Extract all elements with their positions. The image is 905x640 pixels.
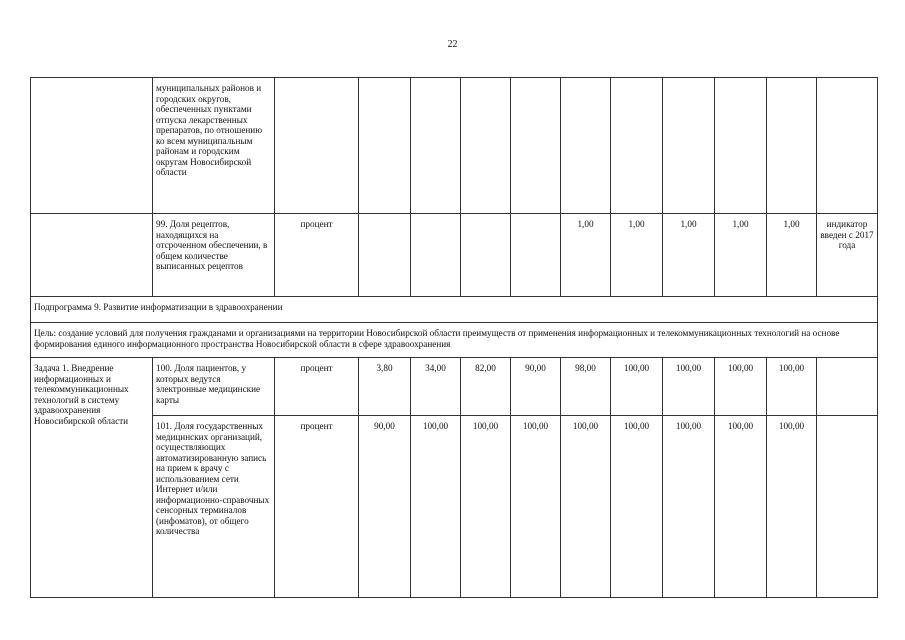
task-cell: [31, 214, 153, 297]
value-cell: [411, 214, 461, 297]
value-cell: 100,00: [511, 416, 561, 598]
indicator-cell: 99. Доля рецептов, находящихся на отсроченном обеспечении, в общем количестве выписанных рецептов: [153, 214, 275, 297]
value-cell: [511, 214, 561, 297]
value-cell: 100,00: [411, 416, 461, 598]
note-cell: [817, 416, 878, 598]
table-row: [31, 416, 878, 598]
goal-text: Цель: создание условий для получения гражданами и организациями на территории Новосибирской области преимуществ от применения информационных и телекоммуникационных технологий на основе формирования единого информационного пространства Новосибирской области в сфере здравоохранения: [31, 323, 878, 358]
unit-cell: процент: [275, 416, 359, 598]
subprogram-title: Подпрограмма 9. Развитие информатизации в здравоохранении: [31, 297, 878, 323]
value-cell: 100,00: [663, 416, 715, 598]
value-cell: [561, 78, 611, 214]
value-cell: 100,00: [715, 358, 767, 416]
value-cell: [767, 78, 817, 214]
indicator-cell: 100. Доля пациентов, у которых ведутся электронные медицинские карты: [153, 358, 275, 416]
value-cell: [663, 78, 715, 214]
value-cell: 100,00: [767, 358, 817, 416]
value-cell: [611, 78, 663, 214]
subprogram-row: [31, 297, 878, 323]
value-cell: 100,00: [561, 416, 611, 598]
task-cell: [31, 78, 153, 214]
indicator-table: [30, 77, 878, 598]
value-cell: 82,00: [461, 358, 511, 416]
value-cell: 1,00: [663, 214, 715, 297]
page-number: 22: [447, 39, 458, 50]
unit-cell: процент: [275, 358, 359, 416]
note-cell: [817, 358, 878, 416]
table-row: [31, 78, 878, 214]
note-cell: индикатор введен с 2017 года: [817, 214, 878, 297]
value-cell: 1,00: [715, 214, 767, 297]
value-cell: 100,00: [715, 416, 767, 598]
value-cell: 100,00: [611, 358, 663, 416]
value-cell: [461, 78, 511, 214]
value-cell: [359, 78, 411, 214]
table-row: [31, 214, 878, 297]
value-cell: [411, 78, 461, 214]
value-cell: 1,00: [611, 214, 663, 297]
value-cell: 3,80: [359, 358, 411, 416]
unit-cell: процент: [275, 214, 359, 297]
value-cell: [359, 214, 411, 297]
value-cell: 90,00: [511, 358, 561, 416]
value-cell: [715, 78, 767, 214]
value-cell: [461, 214, 511, 297]
table-row: [31, 358, 878, 416]
goal-row: [31, 323, 878, 358]
value-cell: 90,00: [359, 416, 411, 598]
unit-cell: [275, 78, 359, 214]
indicator-cell: 101. Доля государственных медицинских организаций, осуществляющих автоматизированную запись на прием к врачу с использованием сети Интернет и/или информационно-справочных сенсорных терминалов (инфоматов), от общего количества: [153, 416, 275, 598]
indicator-cell: муниципальных районов и городских округов, обеспеченных пунктами отпуска лекарственных препаратов, по отношению ко всем муниципальным районам и городским округам Новосибирской области: [153, 78, 275, 214]
value-cell: 100,00: [461, 416, 511, 598]
note-cell: [817, 78, 878, 214]
value-cell: [511, 78, 561, 214]
value-cell: 100,00: [663, 358, 715, 416]
value-cell: 100,00: [767, 416, 817, 598]
value-cell: 98,00: [561, 358, 611, 416]
value-cell: 100,00: [611, 416, 663, 598]
value-cell: 34,00: [411, 358, 461, 416]
value-cell: 1,00: [767, 214, 817, 297]
task-cell: Задача 1. Внедрение информационных и телекоммуникационных технологий в систему здравоохранения Новосибирской области: [31, 358, 153, 598]
value-cell: 1,00: [561, 214, 611, 297]
